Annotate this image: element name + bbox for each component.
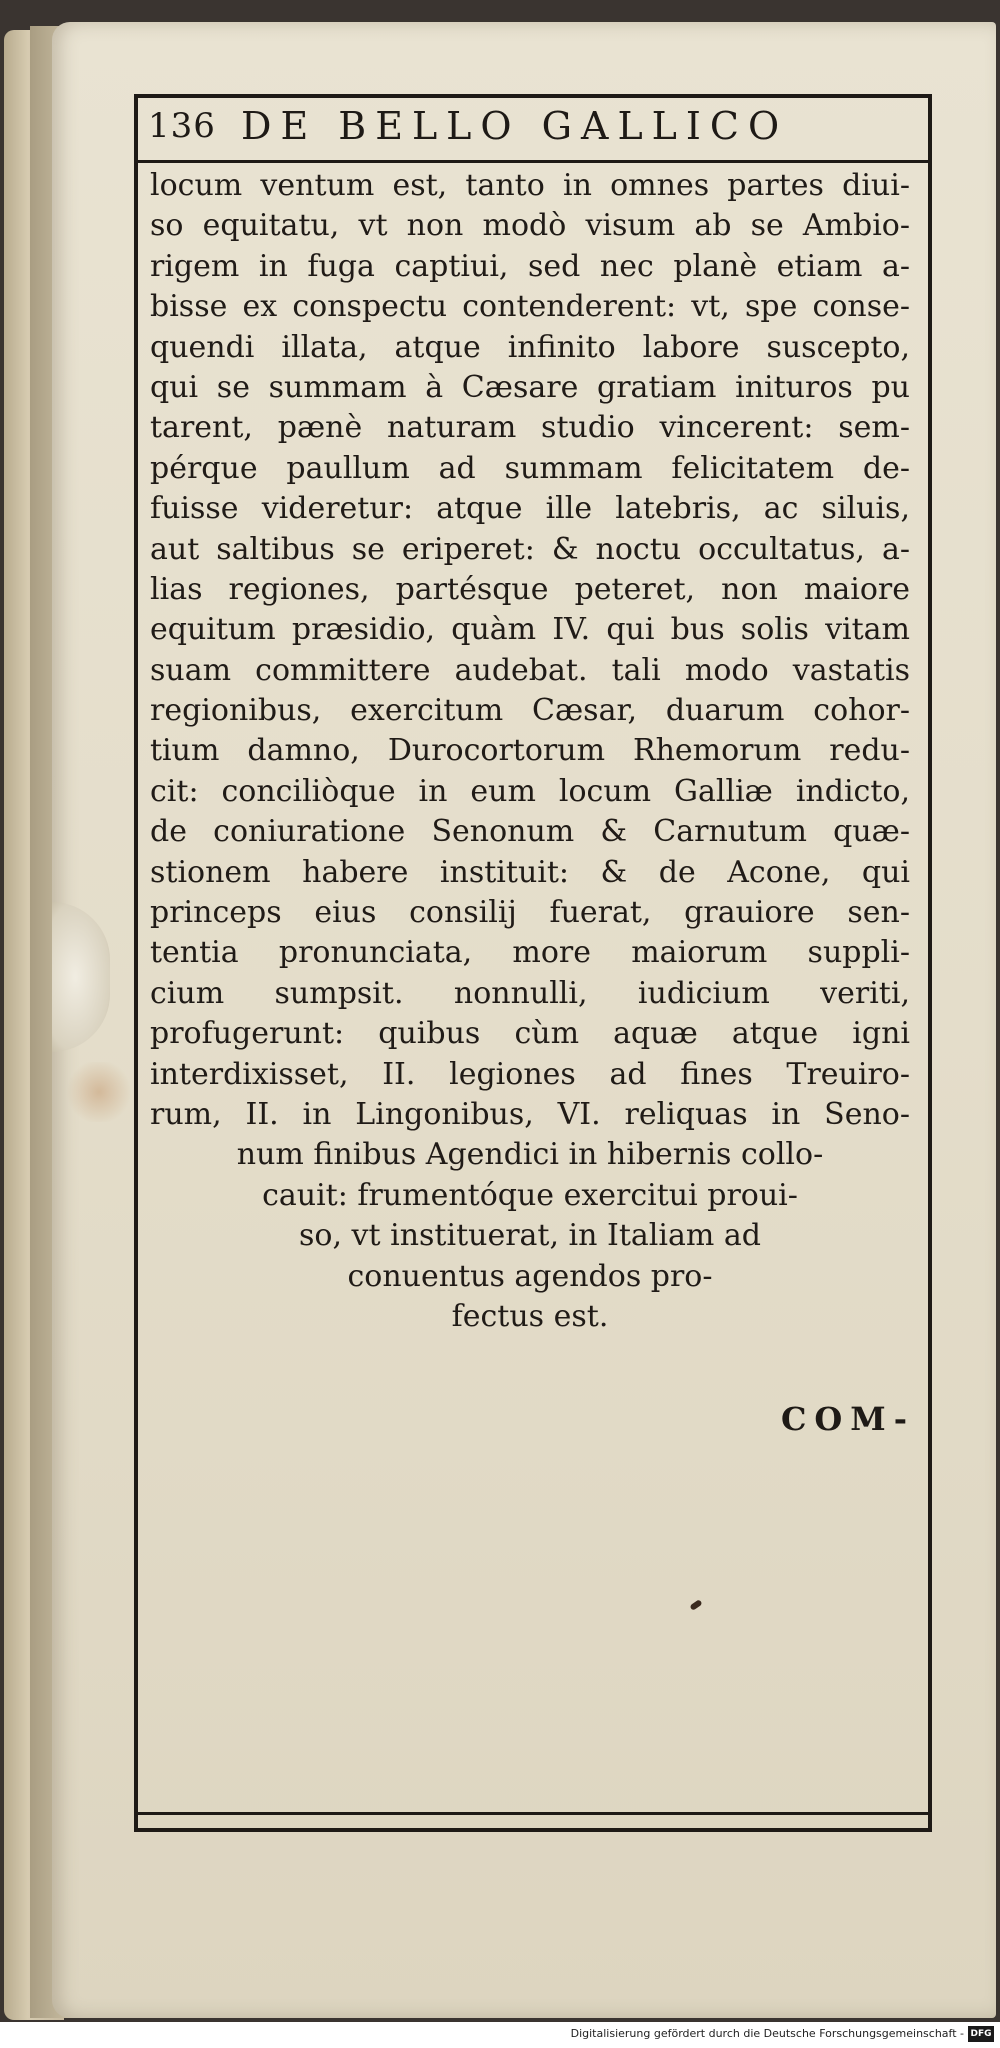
catchword: COM-	[780, 1400, 915, 1438]
text-line: conuentus agendos pro-	[347, 1258, 713, 1294]
footer-bar	[0, 2022, 1000, 2048]
text-line: cauit: frumentóque exercitui proui-	[262, 1177, 798, 1213]
text-line: interdixisset, II. legiones ad fines Treuiro-	[150, 1056, 910, 1092]
text-line: lias regiones, partésque peteret, non maiore	[150, 571, 910, 607]
text-line: cium sumpsit. nonnulli, iudicium veriti,	[150, 975, 910, 1011]
text-line: fectus est.	[451, 1298, 609, 1334]
text-line: qui se summam à Cæsare gratiam inituros pu	[150, 369, 910, 405]
header-rule	[134, 160, 932, 163]
text-line: fuisse videretur: atque ille latebris, ac siluis,	[150, 491, 910, 527]
footer-credit: Digitalisierung gefördert durch die Deutsche Forschungsgemeinschaft -	[570, 2027, 964, 2040]
text-line: so equitatu, vt non modò visum ab se Ambio-	[150, 208, 910, 244]
text-line: princeps eius consilij fuerat, grauiore sen-	[150, 895, 910, 931]
text-line: equitum præsidio, quàm IV. qui bus solis vitam	[150, 612, 910, 648]
text-line: tarent, pænè naturam studio vincerent: sem-	[150, 410, 910, 446]
text-line: stionem habere instituit: & de Acone, qui	[150, 854, 910, 890]
bottom-rule	[138, 1812, 928, 1815]
text-line: tium damno, Durocortorum Rhemorum redu-	[150, 733, 910, 769]
text-line: locum ventum est, tanto in omnes partes diui-	[150, 168, 910, 203]
text-line: tentia pronunciata, more maiorum suppli-	[150, 935, 910, 971]
text-line: de coniuratione Senonum & Carnutum quæ-	[150, 814, 910, 850]
page-tab	[52, 902, 110, 1052]
text-line: rum, II. in Lingonibus, VI. reliquas in Seno-	[150, 1096, 910, 1132]
text-line: profugerunt: quibus cùm aquæ atque igni	[150, 1016, 910, 1052]
text-line: pérque paullum ad summam felicitatem de-	[150, 450, 910, 486]
body-text	[150, 166, 910, 1337]
text-line: regionibus, exercitum Cæsar, duarum cohor-	[150, 693, 910, 729]
running-title: DE BELLO GALLICO	[241, 104, 789, 148]
text-line: rigem in fuga captiui, sed nec planè etiam a-	[150, 248, 910, 284]
text-line: suam committere audebat. tali modo vastatis	[150, 652, 910, 688]
page-number: 136	[148, 106, 216, 146]
text-line: num finibus Agendici in hibernis collo-	[236, 1137, 824, 1173]
text-line: cit: conciliòque in eum locum Galliæ indicto,	[150, 773, 910, 809]
dfg-logo: DFG	[968, 2026, 994, 2042]
paper-stain	[64, 1062, 134, 1122]
text-line: quendi illata, atque infinito labore suscepto,	[150, 329, 910, 365]
text-line: bisse ex conspectu contenderent: vt, spe conse-	[150, 289, 910, 325]
text-line: aut saltibus se eriperet: & noctu occultatus, a-	[150, 531, 910, 567]
running-head	[148, 104, 908, 156]
text-line: so, vt instituerat, in Italiam ad	[299, 1218, 761, 1254]
